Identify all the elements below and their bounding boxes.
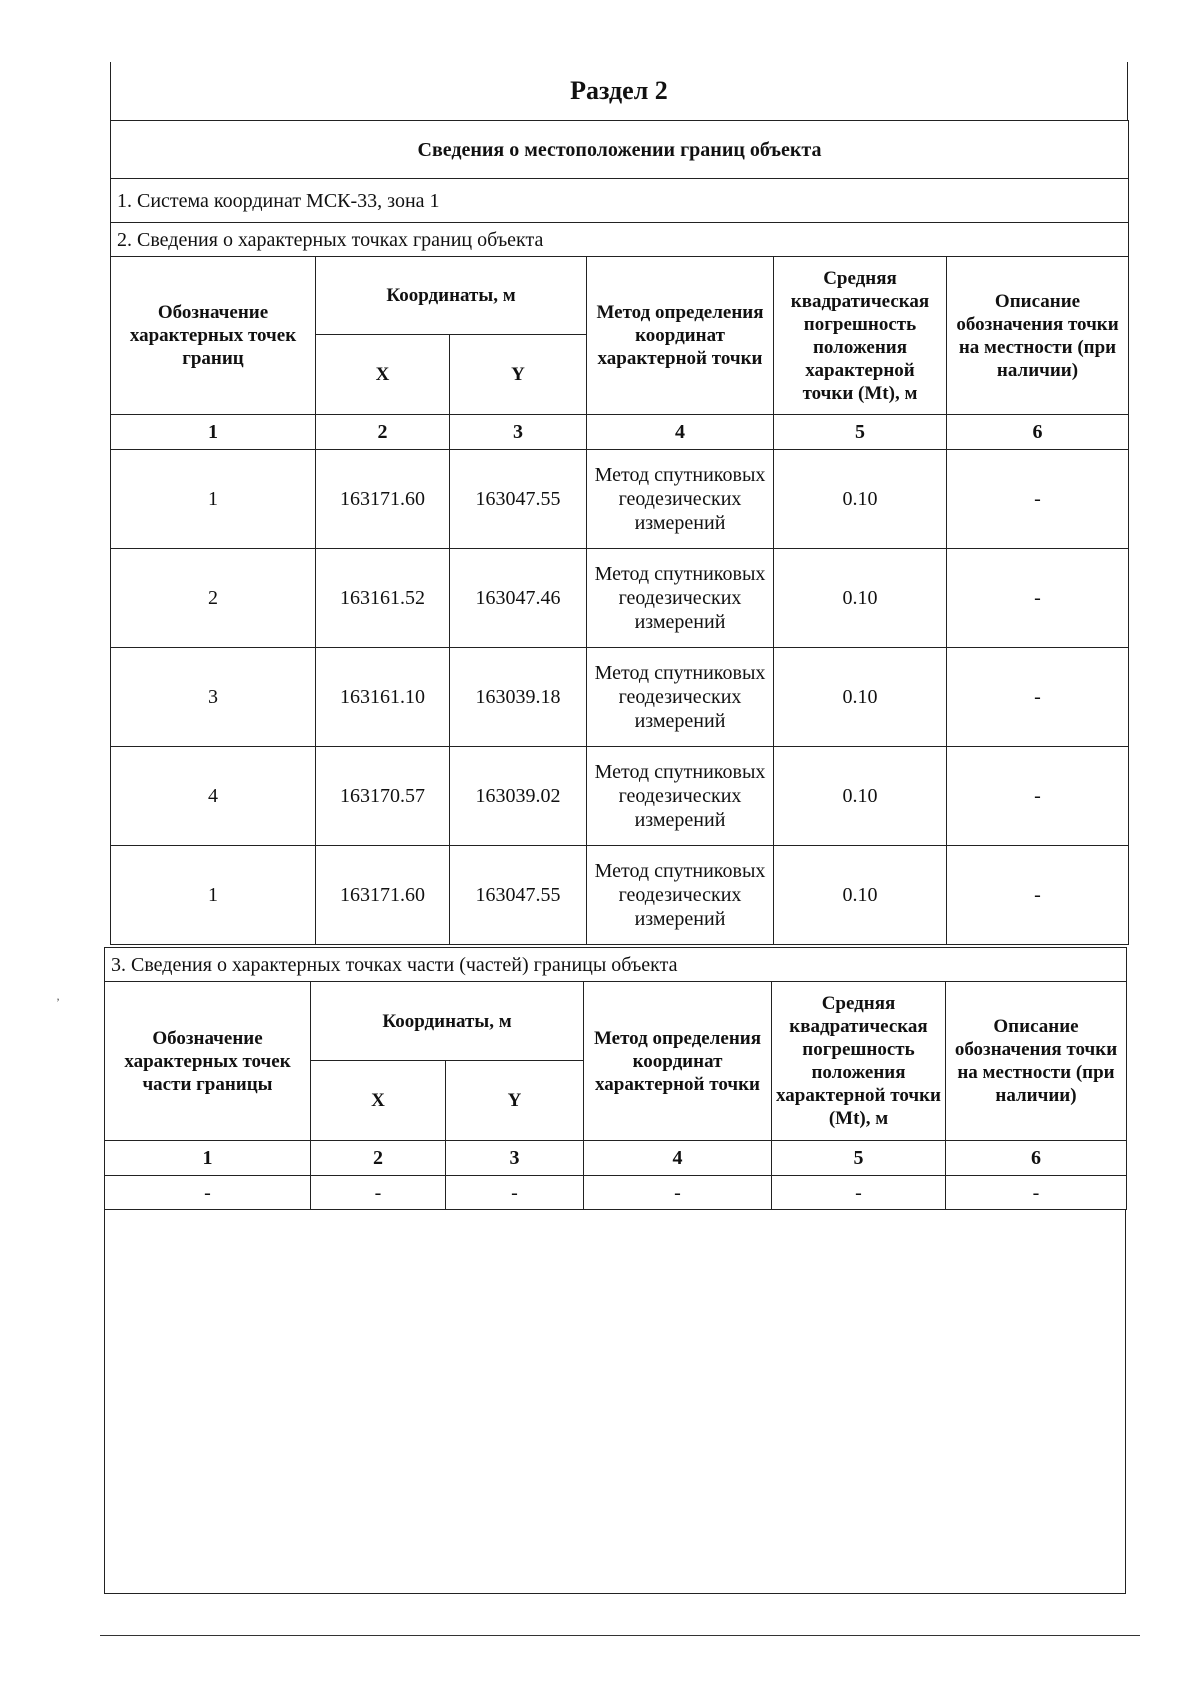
column-number: 1 [105,1141,311,1176]
description: - [947,747,1129,846]
method: Метод спутниковых геодезических измерений [587,747,774,846]
method: Метод спутниковых геодезических измерений [587,846,774,945]
error-value: - [772,1176,946,1210]
point-id: 1 [111,450,316,549]
point-id: 4 [111,747,316,846]
error-value: 0.10 [774,648,947,747]
header-point: Обозначение характерных точек границ [111,257,316,415]
coord-y: 163047.55 [450,450,587,549]
footer-rule [100,1635,1140,1636]
coord-x: 163161.52 [316,549,450,648]
header-error: Средняя квадратическая погрешность положения характерной точки (Mt), м [774,257,947,415]
table1-caption: 2. Сведения о характерных точках границ объекта [111,223,1129,257]
coord-x: - [311,1176,446,1210]
table-row [111,549,1129,648]
column-number: 6 [947,415,1129,450]
column-number: 3 [450,415,587,450]
coord-y: 163039.02 [450,747,587,846]
header-x: X [311,1061,446,1141]
coord-y: - [446,1176,584,1210]
header-y: Y [450,335,587,415]
coord-x: 163161.10 [316,648,450,747]
description: - [947,450,1129,549]
coord-x: 163171.60 [316,846,450,945]
coordinate-system-label: 1. Система координат МСК-33, зона 1 [111,179,1129,223]
header-coordinates: Координаты, м [316,257,587,335]
header-y: Y [446,1061,584,1141]
coord-y: 163047.46 [450,549,587,648]
description: - [947,846,1129,945]
point-id: 3 [111,648,316,747]
column-number: 6 [946,1141,1127,1176]
scan-mark: ’ [56,995,60,1009]
column-number: 4 [584,1141,772,1176]
column-number: 5 [774,415,947,450]
document-page [110,62,1128,1602]
table-row [111,450,1129,549]
method: Метод спутниковых геодезических измерений [587,648,774,747]
description: - [947,549,1129,648]
header-description: Описание обозначения точки на местности (при наличии) [947,257,1129,415]
coord-x: 163170.57 [316,747,450,846]
error-value: 0.10 [774,549,947,648]
header-point: Обозначение характерных точек части границы [105,982,311,1141]
column-number: 4 [587,415,774,450]
point-id: 1 [111,846,316,945]
header-method: Метод определения координат характерной точки [584,982,772,1141]
column-number: 3 [446,1141,584,1176]
empty-area-box [104,1209,1126,1594]
header-coordinates: Координаты, м [311,982,584,1061]
coord-x: 163171.60 [316,450,450,549]
section-title: Раздел 2 [110,62,1128,120]
method: - [584,1176,772,1210]
part-boundary-points-table [104,947,1127,1210]
header-method: Метод определения координат характерной точки [587,257,774,415]
table-row [105,1176,1127,1210]
header-error: Средняя квадратическая погрешность положения характерной точки (Mt), м [772,982,946,1141]
point-id: - [105,1176,311,1210]
column-number: 2 [311,1141,446,1176]
error-value: 0.10 [774,747,947,846]
method: Метод спутниковых геодезических измерений [587,549,774,648]
table-row [111,846,1129,945]
method: Метод спутниковых геодезических измерений [587,450,774,549]
coord-y: 163039.18 [450,648,587,747]
column-number: 2 [316,415,450,450]
column-number: 1 [111,415,316,450]
header-description: Описание обозначения точки на местности (при наличии) [946,982,1127,1141]
column-number: 5 [772,1141,946,1176]
coord-y: 163047.55 [450,846,587,945]
header-x: X [316,335,450,415]
boundary-points-table [110,120,1129,945]
table-row [111,648,1129,747]
table-row [111,747,1129,846]
document-subtitle: Сведения о местоположении границ объекта [111,121,1129,179]
error-value: 0.10 [774,846,947,945]
point-id: 2 [111,549,316,648]
table2-caption: 3. Сведения о характерных точках части (частей) границы объекта [105,948,1127,982]
description: - [947,648,1129,747]
error-value: 0.10 [774,450,947,549]
description: - [946,1176,1127,1210]
